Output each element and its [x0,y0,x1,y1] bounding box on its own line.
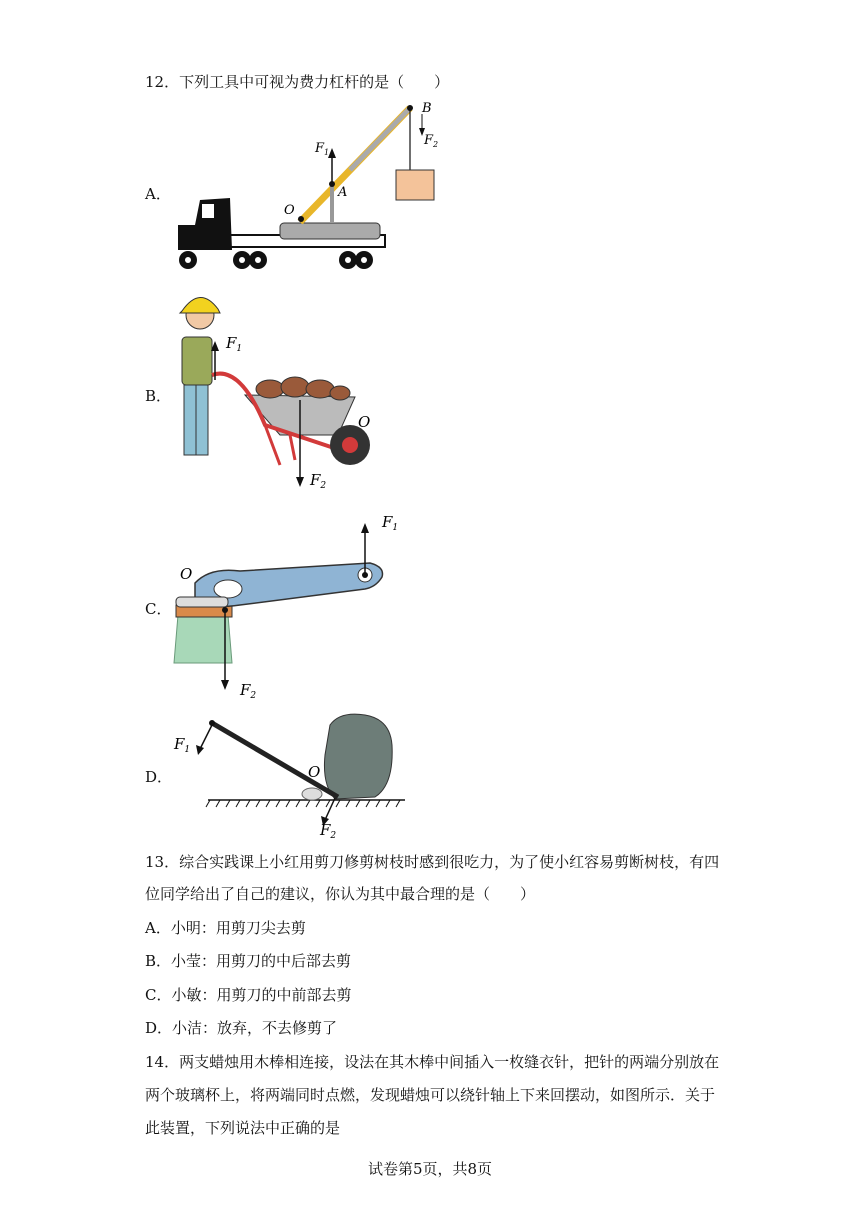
bottle-neck [174,615,232,663]
f2-arrow [325,798,335,820]
label-f1-a: $F_1$ [315,141,330,157]
q13-option-a: A．小明：用剪刀尖去剪 [145,919,306,937]
q14-line1: 14．两支蜡烛用木棒相连接，设法在其木棒中间插入一枚缝衣针，把针的两端分别放在 [145,1053,720,1071]
rock [324,714,392,799]
label-f1-c: $F_1$ [382,513,399,533]
crane-truck-figure [170,100,470,280]
label-o-c: O [180,565,193,583]
q14-line3: 此装置，下列说法中正确的是 [145,1119,341,1137]
q13-option-d: D．小洁：放弃，不去修剪了 [145,1019,338,1037]
q13-stem-line1: 13．综合实践课上小红用剪刀修剪树枝时感到很吃力，为了使小红容易剪断树枝，有四 [145,853,720,871]
label-o-a: O [284,203,295,218]
load-box [396,170,434,200]
q14-line2: 两个玻璃杯上，将两端同时点燃，发现蜡烛可以绕针轴上下来回摆动，如图所示．关于 [145,1086,716,1104]
f1-arrow [200,725,212,749]
page-footer: 试卷第5页，共8页 [367,1160,493,1178]
label-f2-b: $F_2$ [310,471,327,491]
q13-option-c: C．小敏：用剪刀的中前部去剪 [145,986,352,1004]
label-a-a: A [338,185,348,200]
q12-stem: 12．下列工具中可视为费力杠杆的是（ ） [145,73,450,91]
label-f1-d: $F_1$ [174,735,191,755]
label-f2-d: $F_2$ [320,821,337,841]
q12-option-d-label: D． [145,768,173,786]
label-b-a: B [422,101,432,116]
label-o-d: O [308,763,321,781]
q13-stem-line2: 位同学给出了自己的建议，你认为其中最合理的是（ ） [145,885,536,903]
label-f2-a: $F_2$ [424,133,439,149]
wheels [179,251,373,269]
hard-hat-icon [180,297,220,313]
crowbar-rock-figure [170,705,430,840]
worker-shirt [182,337,212,385]
wheelbarrow-figure [170,285,390,495]
q12-option-a-label: A． [145,185,171,203]
q12-option-b-label: B． [145,387,172,405]
fulcrum-stone [302,788,322,800]
q12-option-c-label: C． [145,600,172,618]
label-f1-b: $F_1$ [226,334,243,354]
crane-base [280,223,380,239]
bottle-opener-figure [170,505,430,705]
crowbar [212,723,338,797]
label-o-b: O [358,413,371,431]
label-f2-c: $F_2$ [240,681,257,701]
q13-option-b: B．小莹：用剪刀的中后部去剪 [145,952,352,970]
